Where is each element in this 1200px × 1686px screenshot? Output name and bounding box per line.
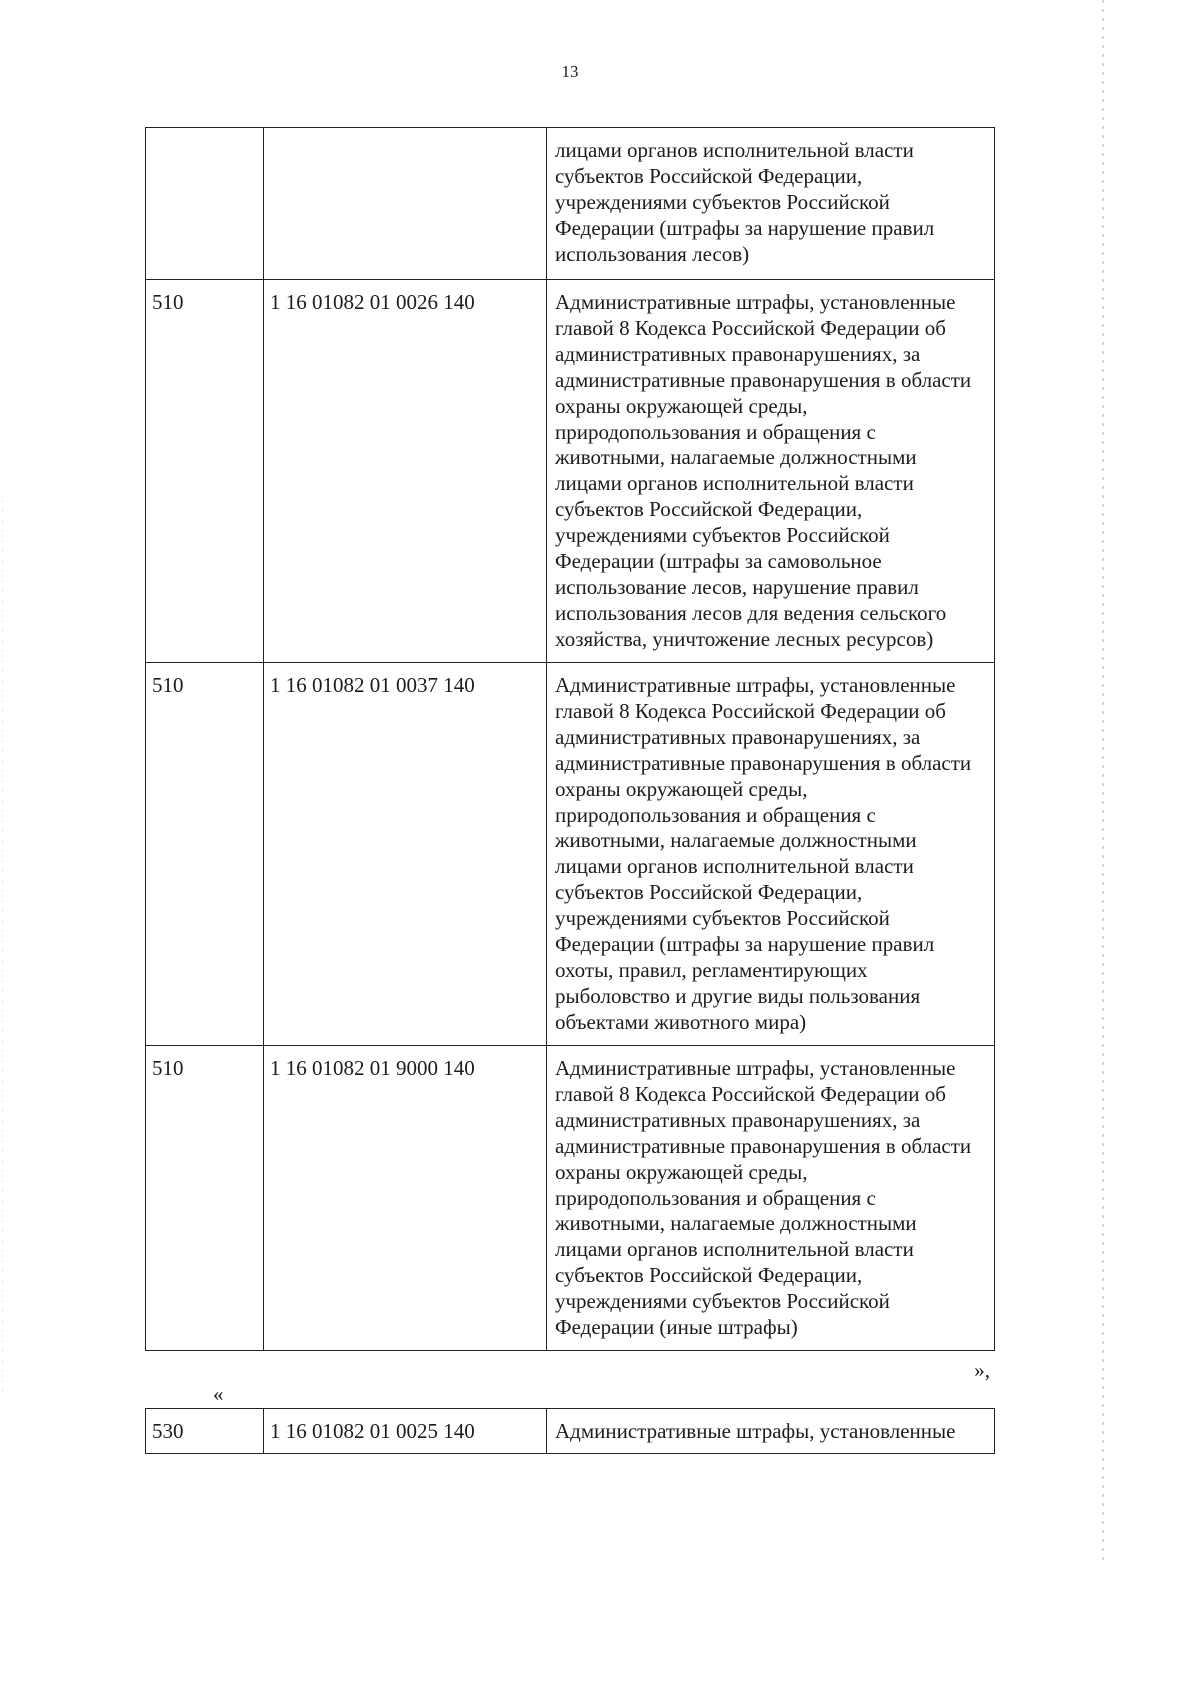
budget-codes-table-continuation bbox=[145, 1408, 995, 1454]
name-line: субъектов Российской Федерации, bbox=[555, 163, 863, 188]
table-row bbox=[146, 1409, 995, 1454]
name-line: животными, налагаемые должностными bbox=[555, 1211, 917, 1236]
name-line: главой 8 Кодекса Российской Федерации об bbox=[555, 1081, 946, 1106]
name-line: Административные штрафы, установленные bbox=[555, 290, 956, 314]
name-line: природопользования и обращения с bbox=[555, 1185, 876, 1210]
name-line: хозяйства, уничтожение лесных ресурсов) bbox=[555, 626, 934, 651]
name-line: охраны окружающей среды, bbox=[555, 776, 808, 801]
name-line: учреждениями субъектов Российской bbox=[555, 523, 890, 548]
name-line: животными, налагаемые должностными bbox=[555, 445, 917, 470]
revenue-name-cell bbox=[547, 280, 995, 663]
name-line: Федерации (штрафы за нарушение правил bbox=[555, 932, 935, 957]
name-line: животными, налагаемые должностными bbox=[555, 828, 917, 853]
name-line: учреждениями субъектов Российской bbox=[555, 1289, 890, 1314]
name-line: лицами органов исполнительной власти bbox=[555, 854, 914, 879]
revenue-code-cell: 1 16 01082 01 0037 140 bbox=[264, 663, 547, 1046]
name-line: природопользования и обращения с bbox=[555, 802, 876, 827]
name-line: административные правонарушения в области bbox=[555, 1133, 972, 1158]
name-line: природопользования и обращения с bbox=[555, 419, 876, 444]
name-line: использование лесов, нарушение правил bbox=[555, 574, 919, 599]
revenue-code-cell: 1 16 01082 01 9000 140 bbox=[264, 1046, 547, 1351]
table-row bbox=[146, 663, 995, 1046]
scan-edge-artifact-left bbox=[2, 500, 3, 1400]
name-line: учреждениями субъектов Российской bbox=[555, 189, 890, 214]
name-line: лицами органов исполнительной власти bbox=[555, 138, 914, 162]
table-row bbox=[146, 280, 995, 663]
name-line: Федерации (штрафы за самовольное bbox=[555, 549, 882, 574]
name-line: административных правонарушениях, за bbox=[555, 1107, 921, 1132]
table-row bbox=[146, 128, 995, 280]
name-line: использования лесов для ведения сельского bbox=[555, 600, 947, 625]
name-line: охраны окружающей среды, bbox=[555, 1159, 808, 1184]
name-line: Административные штрафы, установленные bbox=[555, 1056, 956, 1080]
opening-quote: « bbox=[213, 1382, 224, 1406]
admin-code-cell: 530 bbox=[146, 1409, 264, 1454]
revenue-code-cell: 1 16 01082 01 0025 140 bbox=[264, 1409, 547, 1454]
revenue-name-cell bbox=[547, 128, 995, 280]
name-line: административные правонарушения в области bbox=[555, 367, 972, 392]
name-line: главой 8 Кодекса Российской Федерации об bbox=[555, 315, 946, 340]
name-line: использования лесов) bbox=[555, 241, 750, 266]
revenue-name-cell bbox=[547, 1046, 995, 1351]
table-row bbox=[146, 1046, 995, 1351]
revenue-code-cell bbox=[264, 128, 547, 280]
name-line: субъектов Российской Федерации, bbox=[555, 1263, 863, 1288]
name-line: административные правонарушения в области bbox=[555, 750, 972, 775]
admin-code-cell bbox=[146, 128, 264, 280]
name-line: рыболовство и другие виды пользования bbox=[555, 983, 921, 1008]
revenue-code-cell: 1 16 01082 01 0026 140 bbox=[264, 280, 547, 663]
admin-code-cell: 510 bbox=[146, 663, 264, 1046]
name-line: объектами животного мира) bbox=[555, 1009, 807, 1034]
name-line: охраны окружающей среды, bbox=[555, 393, 808, 418]
page-number: 13 bbox=[561, 62, 579, 81]
scan-edge-artifact bbox=[1102, 0, 1104, 1560]
name-line: лицами органов исполнительной власти bbox=[555, 471, 914, 496]
name-line: Федерации (иные штрафы) bbox=[555, 1315, 798, 1340]
name-line: Административные штрафы, установленные bbox=[555, 673, 956, 697]
budget-codes-table bbox=[145, 127, 995, 1351]
name-line: учреждениями субъектов Российской bbox=[555, 906, 890, 931]
name-line: административных правонарушениях, за bbox=[555, 724, 921, 749]
admin-code-cell: 510 bbox=[146, 280, 264, 663]
admin-code-cell: 510 bbox=[146, 1046, 264, 1351]
name-line: лицами органов исполнительной власти bbox=[555, 1237, 914, 1262]
name-line: субъектов Российской Федерации, bbox=[555, 880, 863, 905]
name-line: административных правонарушениях, за bbox=[555, 341, 921, 366]
name-line: главой 8 Кодекса Российской Федерации об bbox=[555, 698, 946, 723]
revenue-name-cell bbox=[547, 663, 995, 1046]
revenue-name-cell: Административные штрафы, установленные bbox=[547, 1409, 995, 1454]
closing-quote: », bbox=[974, 1358, 990, 1382]
name-line: субъектов Российской Федерации, bbox=[555, 497, 863, 522]
name-line: охоты, правил, регламентирующих bbox=[555, 957, 868, 982]
name-line: Федерации (штрафы за нарушение правил bbox=[555, 215, 935, 240]
